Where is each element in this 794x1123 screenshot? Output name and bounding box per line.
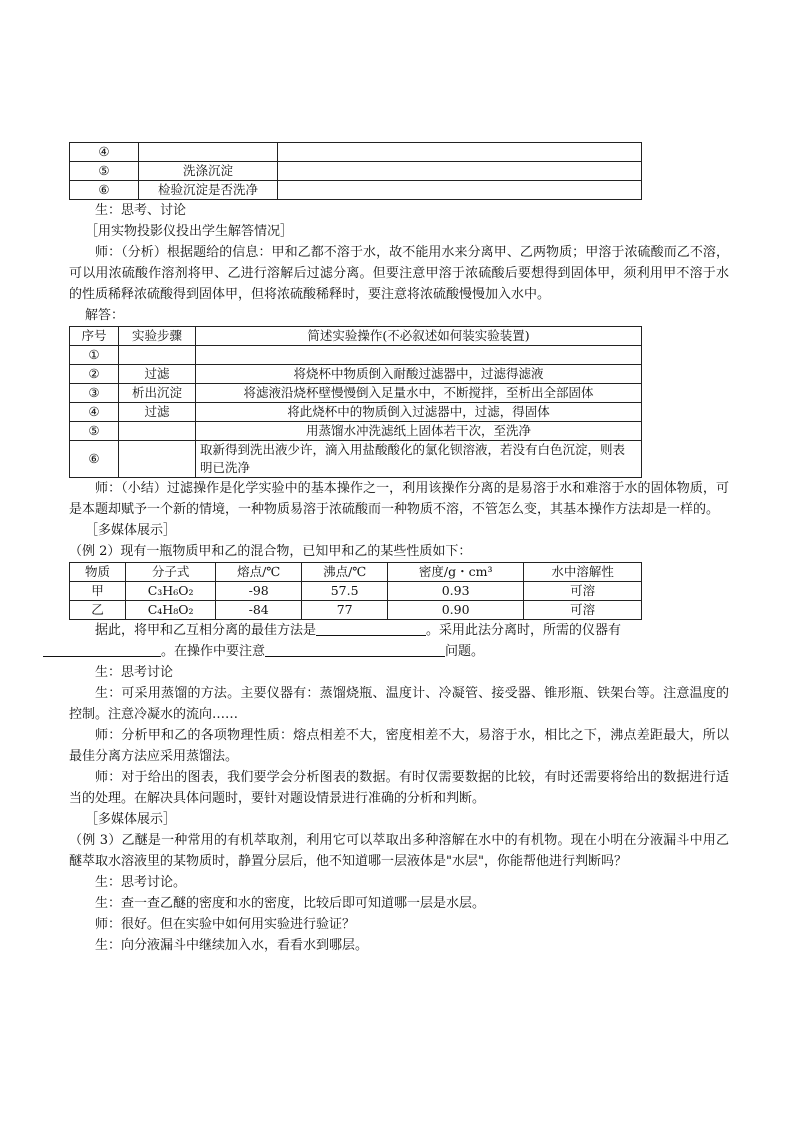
question-text: 问题。 xyxy=(445,644,485,659)
solubility: 可溶 xyxy=(524,601,642,620)
step-name: 检验沉淀是否洗净 xyxy=(139,181,278,200)
teacher-summary: 师：（小结）过滤操作是化学实验中的基本操作之一，利用该操作分离的是易溶于水和难溶于水的固体物质，可是本题却赋予一个新的情境，一种物质易溶于浓硫酸而一种物质不溶，不管怎么变，其基本操作方法却是一样的。 xyxy=(69,481,729,517)
step-number: ⑥ xyxy=(70,181,139,200)
answer-blank[interactable] xyxy=(43,642,161,657)
boiling-point: 77 xyxy=(302,601,388,620)
table-row xyxy=(70,582,642,601)
table-row xyxy=(70,441,642,478)
step-operation: 取新得到洗出液少许，滴入用盐酸酸化的氯化钡溶液，若没有白色沉淀，则表明已洗净 xyxy=(196,441,642,478)
table-header-row xyxy=(70,327,642,346)
table-row xyxy=(70,365,642,384)
melting-point: -98 xyxy=(216,582,302,601)
note-line: ［多媒体展示］ xyxy=(85,812,177,827)
substance-name: 乙 xyxy=(70,601,126,620)
teacher-analysis: 师：（分析）根据题给的信息：甲和乙都不溶于水，故不能用水来分离甲、乙两物质；甲溶于浓硫酸而乙不溶，可以用浓硫酸作溶剂将甲、乙进行溶解后过滤分离。但要注意甲溶于浓硫酸后要想得到固体甲，须利用甲不溶于水的性质稀释浓硫酸得到固体甲，但将浓硫酸稀释时，要注意将浓硫酸慢慢加入水中。 xyxy=(69,245,729,302)
step-number: ② xyxy=(70,365,119,384)
answer-table xyxy=(69,326,642,478)
step-name xyxy=(119,441,196,478)
steps-table-top xyxy=(69,142,642,200)
header-cell: 熔点/℃ xyxy=(216,563,302,582)
header-cell: 分子式 xyxy=(126,563,216,582)
step-operation xyxy=(278,181,642,200)
table-row xyxy=(70,384,642,403)
step-operation: 用蒸馏水冲洗滤纸上固体若干次，至洗净 xyxy=(196,422,642,441)
document-page xyxy=(69,142,729,956)
teacher-line: 师：对于给出的图表，我们要学会分析图表的数据。有时仅需要数据的比较，有时还需要将给出的数据进行适当的处理。在解决具体问题时，要针对题设情景进行准确的分析和判断。 xyxy=(69,770,729,806)
formula: C₃H₆O₂ xyxy=(126,582,216,601)
student-line: 生：思考讨论 xyxy=(95,665,174,680)
step-operation xyxy=(278,143,642,162)
step-operation: 将此烧杯中的物质倒入过滤器中，过滤，得固体 xyxy=(196,403,642,422)
step-name: 过滤 xyxy=(119,403,196,422)
step-operation xyxy=(196,346,642,365)
header-cell: 水中溶解性 xyxy=(524,563,642,582)
step-number: ④ xyxy=(70,403,119,422)
table-header-row xyxy=(70,563,642,582)
teacher-line: 师：很好。但在实验中如何用实验进行验证？ xyxy=(95,917,356,932)
answer-blank[interactable] xyxy=(316,621,426,636)
answer-label: 解答： xyxy=(85,308,125,323)
example-2-intro: （例 2）现有一瓶物质甲和乙的混合物，已知甲和乙的某些性质如下： xyxy=(69,544,472,559)
step-number: ⑤ xyxy=(70,162,139,181)
student-line: 生：向分液漏斗中继续加入水，看看水到哪层。 xyxy=(95,938,369,953)
step-name: 洗涤沉淀 xyxy=(139,162,278,181)
student-line: 生：可采用蒸馏的方法。主要仪器有：蒸馏烧瓶、温度计、冷凝管、接受器、锥形瓶、铁架台等。注意温度的控制。注意冷凝水的流向…… xyxy=(69,686,729,722)
teacher-line: 师：分析甲和乙的各项物理性质：熔点相差不大，密度相差不大，易溶于水，相比之下，沸点差距最大，所以最佳分离方法应采用蒸馏法。 xyxy=(69,728,729,764)
step-number: ⑥ xyxy=(70,441,119,478)
header-cell: 密度/g・cm³ xyxy=(388,563,524,582)
solubility: 可溶 xyxy=(524,582,642,601)
step-number: ③ xyxy=(70,384,119,403)
melting-point: -84 xyxy=(216,601,302,620)
properties-table xyxy=(69,562,642,620)
student-line: 生：查一查乙醚的密度和水的密度，比较后即可知道哪一层是水层。 xyxy=(95,896,486,911)
note-line: ［多媒体展示］ xyxy=(85,523,177,538)
step-operation xyxy=(278,162,642,181)
step-operation: 将烧杯中物质倒入耐酸过滤器中，过滤得滤液 xyxy=(196,365,642,384)
table-row xyxy=(70,601,642,620)
table-row xyxy=(70,181,642,200)
answer-blank[interactable] xyxy=(265,642,445,657)
step-name xyxy=(119,346,196,365)
header-cell: 序号 xyxy=(70,327,119,346)
student-line: 生：思考讨论。 xyxy=(95,875,187,890)
question-text: 。采用此法分离时，所需的仪器有 xyxy=(426,623,622,638)
density: 0.90 xyxy=(388,601,524,620)
table-row xyxy=(70,403,642,422)
formula: C₄H₈O₂ xyxy=(126,601,216,620)
header-cell: 沸点/℃ xyxy=(302,563,388,582)
note-line: ［用实物投影仪投出学生解答情况］ xyxy=(85,224,294,239)
step-number: ④ xyxy=(70,143,139,162)
step-name xyxy=(119,422,196,441)
table-row xyxy=(70,143,642,162)
step-number: ① xyxy=(70,346,119,365)
student-line: 生：思考、讨论 xyxy=(95,203,187,218)
step-operation: 将滤液沿烧杯壁慢慢倒入足量水中，不断搅拌，至析出全部固体 xyxy=(196,384,642,403)
example-3-intro: （例 3）乙醚是一种常用的有机萃取剂，利用它可以萃取出多种溶解在水中的有机物。现在小明在分液漏斗中用乙醚萃取水溶液里的某物质时，静置分层后，他不知道哪一层液体是"水层"，你能帮他进行判断吗？ xyxy=(69,833,729,869)
table-row xyxy=(70,162,642,181)
step-name: 过滤 xyxy=(119,365,196,384)
table-row xyxy=(70,346,642,365)
step-number: ⑤ xyxy=(70,422,119,441)
density: 0.93 xyxy=(388,582,524,601)
step-name xyxy=(139,143,278,162)
header-cell: 物质 xyxy=(70,563,126,582)
table-row xyxy=(70,422,642,441)
header-cell: 实验步骤 xyxy=(119,327,196,346)
header-cell: 简述实验操作(不必叙述如何装实验装置) xyxy=(196,327,642,346)
question-text: 。在操作中要注意 xyxy=(161,644,266,659)
boiling-point: 57.5 xyxy=(302,582,388,601)
question-line xyxy=(69,620,729,662)
substance-name: 甲 xyxy=(70,582,126,601)
question-text: 据此，将甲和乙互相分离的最佳方法是 xyxy=(95,623,317,638)
step-name: 析出沉淀 xyxy=(119,384,196,403)
